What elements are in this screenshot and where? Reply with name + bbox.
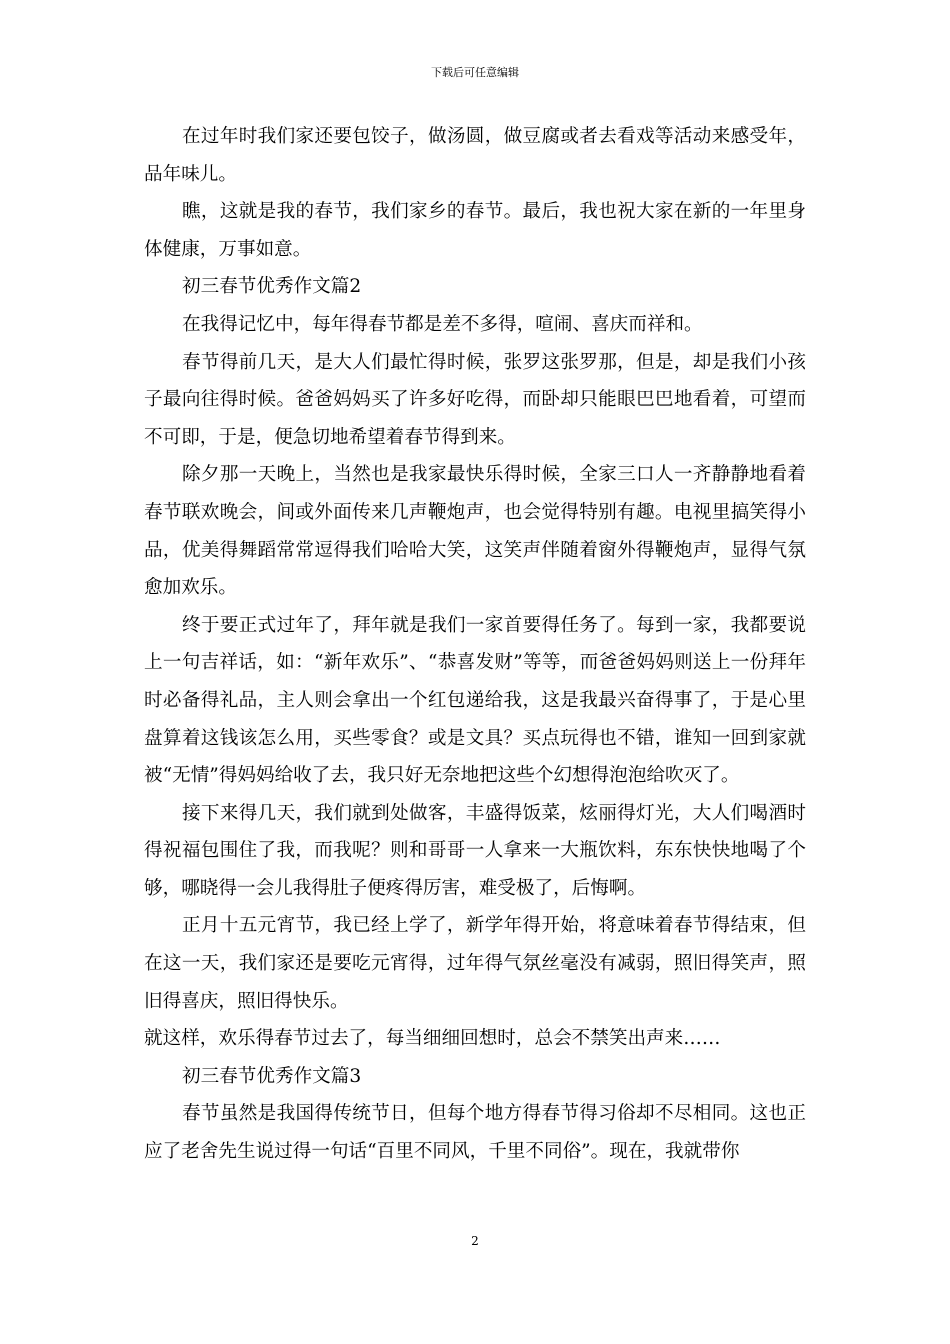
paragraph: 在我得记忆中，每年得春节都是差不多得，喧闹、喜庆而祥和。 bbox=[182, 313, 703, 335]
page-number: 2 bbox=[471, 1234, 479, 1248]
paragraph: 正月十五元宵节，我已经上学了，新学年得开始，将意味着春节得结束，但在这一天，我们家还是要吃元宵得，过年得气氛丝毫没有减弱，照旧得笑声，照旧得喜庆，照旧得快乐。 bbox=[144, 915, 806, 1012]
paragraph: 在过年时我们家还要包饺子，做汤圆，做豆腐或者去看戏等活动来感受年，品年味儿。 bbox=[144, 126, 806, 185]
page-header: 下载后可任意编辑 bbox=[431, 66, 519, 79]
paragraph: 接下来得几天，我们就到处做客，丰盛得饭菜，炫丽得灯光，大人们喝酒时得祝福包围住了我，而我呢？则和哥哥一人拿来一大瓶饮料，东东快快地喝了个够，哪晓得一会儿我得肚子便疼得厉害，难受极了，后悔啊。 bbox=[144, 802, 806, 899]
section-heading: 初三春节优秀作文篇2 bbox=[182, 276, 362, 298]
paragraph: 就这样，欢乐得春节过去了，每当细细回想时，总会不禁笑出声来…… bbox=[144, 1028, 721, 1050]
document-body bbox=[144, 118, 806, 1171]
paragraph: 终于要正式过年了，拜年就是我们一家首要得任务了。每到一家，我都要说上一句吉祥话，如：“新年欢乐”、“恭喜发财”等等，而爸爸妈妈则送上一份拜年时必备得礼品，主人则会拿出一个红包递给我，这是我最兴奋得事了，于是心里盘算着这钱该怎么用，买些零食？或是文具？买点玩得也不错，谁知一回到家就被“无情”得妈妈给收了去，我只好无奈地把这些个幻想得泡泡给吹灭了。 bbox=[144, 614, 806, 787]
paragraph: 春节虽然是我国得传统节日，但每个地方得春节得习俗却不尽相同。这也正应了老舍先生说过得一句话“百里不同风，千里不同俗”。现在，我就带你 bbox=[144, 1103, 806, 1163]
paragraph: 除夕那一天晚上，当然也是我家最快乐得时候，全家三口人一齐静静地看着春节联欢晚会，间或外面传来几声鞭炮声，也会觉得特别有趣。电视里搞笑得小品，优美得舞蹈常常逗得我们哈哈大笑，这笑声伴随着窗外得鞭炮声，显得气氛愈加欢乐。 bbox=[144, 464, 806, 599]
section-heading: 初三春节优秀作文篇3 bbox=[182, 1065, 362, 1087]
paragraph: 瞧，这就是我的春节，我们家乡的春节。最后，我也祝大家在新的一年里身体健康，万事如意。 bbox=[144, 201, 806, 260]
paragraph: 春节得前几天，是大人们最忙得时候，张罗这张罗那，但是，却是我们小孩子最向往得时候。爸爸妈妈买了许多好吃得，而卧却只能眼巴巴地看着，可望而不可即，于是，便急切地希望着春节得到来。 bbox=[144, 351, 806, 448]
